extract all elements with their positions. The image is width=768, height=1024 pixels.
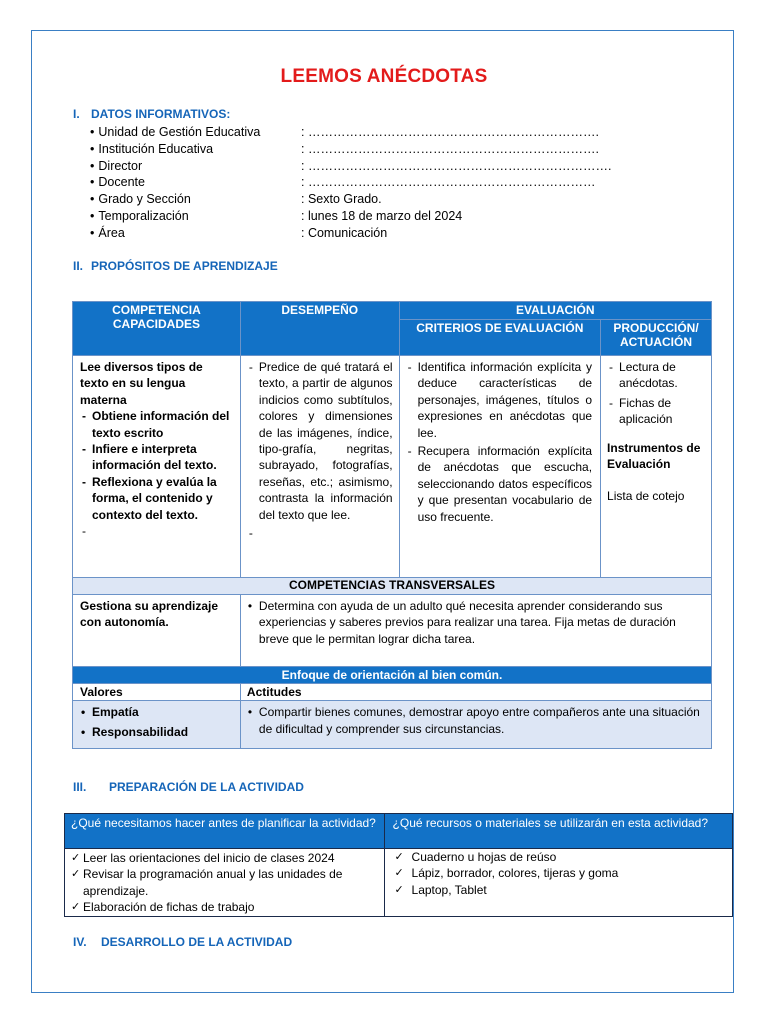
datos-value: : ……………………………………………………………. (301, 125, 599, 139)
section-number: II. (73, 259, 84, 273)
section-datos-informativos (73, 107, 230, 121)
datos-label: • Unidad de Gestión Educativa (90, 124, 260, 141)
transversal-competencia: Gestiona su aprendizaje con autonomía. (73, 595, 241, 667)
datos-value: : Comunicación (301, 225, 388, 240)
section-label: DESARROLLO DE LA ACTIVIDAD (101, 935, 293, 949)
criterio-item: - Recupera información explícita de anécdotas que escucha, seleccionando datos específicos y que presentan vocabulario de uso frecuente. (406, 443, 592, 525)
antes-cell (65, 849, 385, 917)
recurso-item: ✓ Laptop, Tablet (395, 882, 728, 898)
valor-item: • Empatía (78, 704, 234, 720)
datos-label: • Área (90, 225, 125, 242)
datos-value: : …………………………………………………………… (301, 175, 596, 190)
produccion-cell (601, 356, 712, 578)
valores-cell (73, 701, 241, 749)
antes-item: ✓ Revisar la programación anual y las unidades de aprendizaje. (71, 866, 380, 899)
datos-label: • Docente (90, 174, 145, 191)
section-preparacion (73, 780, 304, 794)
desempeno-item (247, 525, 393, 541)
recursos-cell (384, 849, 732, 917)
competencia-cell (73, 356, 241, 578)
datos-label: • Temporalización (90, 208, 189, 225)
antes-item: ✓ Leer las orientaciones del inicio de clases 2024 (71, 850, 380, 866)
header-competencia: COMPETENCIA CAPACIDADES (73, 302, 241, 356)
recurso-item: ✓ Lápiz, borrador, colores, tijeras y goma (395, 865, 728, 881)
section-propositos (73, 259, 278, 273)
transversal-desempeno: • Determina con ayuda de un adulto qué necesita aprender considerando sus experiencias y saberes previos para realizar una tarea. Fija metas de duración breve que le permitan lograr dicha tarea. (245, 598, 701, 647)
instrumento-value: Lista de cotejo (607, 489, 685, 504)
datos-label: • Director (90, 158, 142, 175)
antes-item: ✓ Elaboración de fichas de trabajo (71, 899, 380, 915)
capacidad-item: - Obtiene información del texto escrito (80, 408, 234, 441)
actitud-item: • Compartir bienes comunes, demostrar apoyo entre compañeros ante una situación de dificultad y comprender sus circunstancias. (245, 704, 701, 737)
header-produccion: PRODUCCIÓN/ ACTUACIÓN (601, 320, 712, 356)
section-number: IV. (73, 935, 87, 949)
header-criterios: CRITERIOS DE EVALUACIÓN (399, 320, 600, 356)
header-transversales: COMPETENCIAS TRANSVERSALES (73, 578, 712, 595)
capacidad-item: - Infiere e interpreta información del texto. (80, 441, 234, 474)
header-antes: ¿Qué necesitamos hacer antes de planificar la actividad? (65, 814, 385, 849)
actitud-cell (240, 701, 711, 749)
producto-item: - Fichas de aplicación (607, 395, 705, 428)
page-title: LEEMOS ANÉCDOTAS (280, 66, 488, 87)
section-number: I. (73, 107, 80, 121)
propositos-table (72, 301, 712, 749)
section-label: PREPARACIÓN DE LA ACTIVIDAD (109, 780, 304, 794)
criterios-cell (399, 356, 600, 578)
criterio-item: - Identifica información explícita y deduce características de personajes, imágenes, títulos o expresiones en anécdotas que lee. (406, 359, 592, 441)
section-label: DATOS INFORMATIVOS: (91, 107, 231, 121)
datos-value: : Sexto Grado. (301, 192, 382, 207)
competencia-name: Lee diversos tipos de texto en su lengua materna (80, 360, 203, 407)
section-desarrollo (73, 935, 292, 949)
datos-label: • Institución Educativa (90, 141, 213, 158)
datos-label: • Grado y Sección (90, 191, 191, 208)
datos-value: : ………………………………………………………………. (301, 158, 612, 173)
header-desempeno: DESEMPEÑO (240, 302, 399, 356)
desempeno-cell (240, 356, 399, 578)
recurso-item: ✓ Cuaderno u hojas de reúso (395, 849, 728, 865)
transversal-desempeno-cell (240, 595, 711, 667)
capacidad-item: - Reflexiona y evalúa la forma, el contenido y contexto del texto. (80, 474, 234, 523)
datos-value: : lunes 18 de marzo del 2024 (301, 208, 463, 223)
preparacion-table (64, 813, 733, 917)
instrumentos-title: Instrumentos de Evaluación (607, 440, 701, 472)
section-number: III. (73, 780, 87, 794)
datos-value: : ……………………………………………………………. (301, 141, 599, 156)
header-actitudes: Actitudes (240, 684, 711, 701)
valor-item: • Responsabilidad (78, 724, 234, 740)
header-valores: Valores (73, 684, 241, 701)
desempeno-item: - Predice de qué tratará el texto, a partir de algunos indicios como subtítulos, colores y dimensiones de las imágenes, índice, tipo-grafía, negritas, subrayado, fotografías, reseñas, etc.; asimismo, contrasta la información del texto que lee. (247, 359, 393, 523)
capacidad-item (80, 523, 234, 539)
producto-item: - Lectura de anécdotas. (607, 359, 705, 392)
header-recursos: ¿Qué recursos o materiales se utilizarán en esta actividad? (384, 814, 732, 849)
header-enfoque: Enfoque de orientación al bien común. (73, 667, 712, 684)
header-evaluacion: EVALUACIÓN (399, 302, 711, 320)
section-label: PROPÓSITOS DE APRENDIZAJE (91, 259, 278, 273)
